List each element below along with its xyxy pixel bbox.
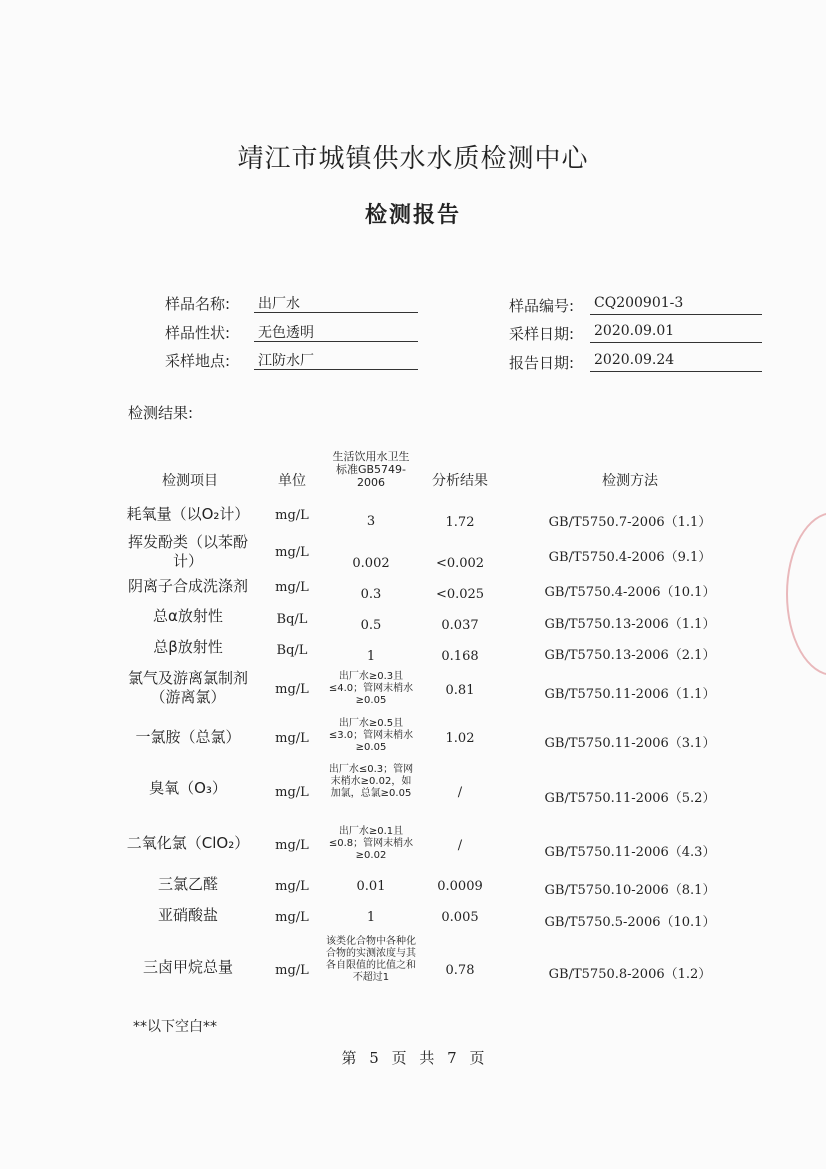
sample-date-value: 2020.09.01	[590, 323, 762, 343]
row-result: 0.005	[441, 910, 479, 925]
row-standard: 出厂水≤0.3；管网末梢水≥0.02，如加氯，总氯≥0.05	[328, 764, 414, 799]
row-result: 1.02	[445, 731, 475, 746]
row-result: <0.025	[435, 587, 485, 602]
row-method: GB/T5750.11-2006（5.2）	[544, 791, 716, 806]
organization-name: 靖江市城镇供水水质检测中心	[237, 144, 589, 174]
row-item: 亚硝酸盐	[157, 906, 218, 924]
row-result: 1.72	[445, 515, 475, 530]
red-seal-stamp	[786, 512, 826, 676]
row-method: GB/T5750.4-2006（9.1）	[548, 550, 712, 565]
sample-id-value: CQ200901-3	[590, 295, 762, 315]
header-result: 分析结果	[432, 473, 488, 489]
row-method: GB/T5750.11-2006（3.1）	[544, 736, 716, 751]
row-item: 三卤甲烷总量	[142, 958, 233, 976]
row-method: GB/T5750.11-2006（1.1）	[544, 687, 716, 702]
row-result: /	[457, 785, 463, 800]
row-item: 臭氧（O₃）	[149, 779, 227, 797]
row-method: GB/T5750.5-2006（10.1）	[544, 915, 716, 930]
row-standard: 0.01	[356, 879, 386, 894]
row-unit: mg/L	[275, 963, 309, 978]
report-date-value: 2020.09.24	[590, 352, 762, 372]
row-item: 阴离子合成洗涤剂	[127, 577, 248, 595]
row-result: 0.168	[441, 649, 479, 664]
row-standard: 1	[366, 910, 376, 925]
row-method: GB/T5750.8-2006（1.2）	[548, 967, 712, 982]
row-item: 二氧化氯（ClO₂）	[126, 834, 250, 852]
row-result: 0.0009	[437, 879, 483, 894]
sample-location-value: 江防水厂	[254, 350, 418, 370]
row-result: 0.78	[445, 963, 475, 978]
row-standard: 出厂水≥0.1且≤0.8；管网末梢水≥0.02	[328, 826, 414, 861]
row-standard: 0.3	[360, 587, 382, 602]
row-item: 总α放射性	[153, 607, 223, 625]
row-standard: 0.5	[360, 618, 382, 633]
header-standard: 生活饮用水卫生标准GB5749-2006	[332, 450, 410, 489]
results-label: 检测结果:	[128, 404, 194, 422]
row-result: <0.002	[435, 556, 485, 571]
row-unit: mg/L	[275, 879, 309, 894]
row-item: 一氯胺（总氯）	[135, 728, 241, 746]
sample-property-label: 样品性状:	[164, 324, 230, 342]
row-method: GB/T5750.4-2006（10.1）	[544, 585, 716, 600]
report-title: 检测报告	[364, 203, 461, 228]
row-method: GB/T5750.7-2006（1.1）	[548, 515, 712, 530]
sample-location-label: 采样地点:	[164, 352, 230, 370]
row-standard: 3	[366, 514, 376, 529]
row-unit: mg/L	[275, 838, 309, 853]
row-standard: 出厂水≥0.5且≤3.0；管网末梢水≥0.05	[328, 718, 414, 753]
row-unit: mg/L	[275, 508, 309, 523]
row-unit: mg/L	[275, 731, 309, 746]
row-method: GB/T5750.10-2006（8.1）	[544, 883, 716, 898]
row-item: 三氯乙醛	[157, 875, 218, 893]
header-item: 检测项目	[162, 473, 218, 489]
row-result: /	[457, 838, 463, 853]
row-standard: 出厂水≥0.3且≤4.0；管网末梢水≥0.05	[328, 671, 414, 706]
sample-property-value: 无色透明	[254, 322, 418, 342]
report-date-label: 报告日期:	[508, 354, 574, 372]
row-method: GB/T5750.13-2006（1.1）	[544, 617, 716, 632]
row-unit: mg/L	[275, 682, 309, 697]
sample-name-value: 出厂水	[254, 293, 418, 313]
page-number: 第 5 页 共 7 页	[341, 1049, 485, 1067]
row-result: 0.037	[441, 618, 479, 633]
row-standard: 1	[366, 649, 376, 664]
row-unit: Bq/L	[276, 643, 308, 658]
row-unit: mg/L	[275, 545, 309, 560]
row-item: 耗氧量（以O₂计）	[126, 505, 250, 523]
row-item: 挥发酚类（以苯酚计）	[127, 533, 248, 570]
sample-id-label: 样品编号:	[508, 297, 574, 315]
header-method: 检测方法	[602, 473, 658, 489]
row-standard: 该类化合物中各种化合物的实测浓度与其各自限值的比值之和不超过1	[326, 936, 416, 983]
row-result: 0.81	[445, 683, 475, 698]
row-item: 氯气及游离氯制剂（游离氯）	[127, 669, 248, 706]
row-unit: mg/L	[275, 580, 309, 595]
sample-date-label: 采样日期:	[508, 325, 574, 343]
header-unit: 单位	[278, 473, 306, 489]
sample-name-label: 样品名称:	[164, 295, 230, 313]
end-note: **以下空白**	[133, 1019, 217, 1035]
row-unit: mg/L	[275, 910, 309, 925]
row-unit: mg/L	[275, 785, 309, 800]
row-item: 总β放射性	[153, 638, 223, 656]
row-standard: 0.002	[352, 556, 390, 571]
row-method: GB/T5750.11-2006（4.3）	[544, 845, 716, 860]
row-method: GB/T5750.13-2006（2.1）	[544, 648, 716, 663]
row-unit: Bq/L	[276, 612, 308, 627]
